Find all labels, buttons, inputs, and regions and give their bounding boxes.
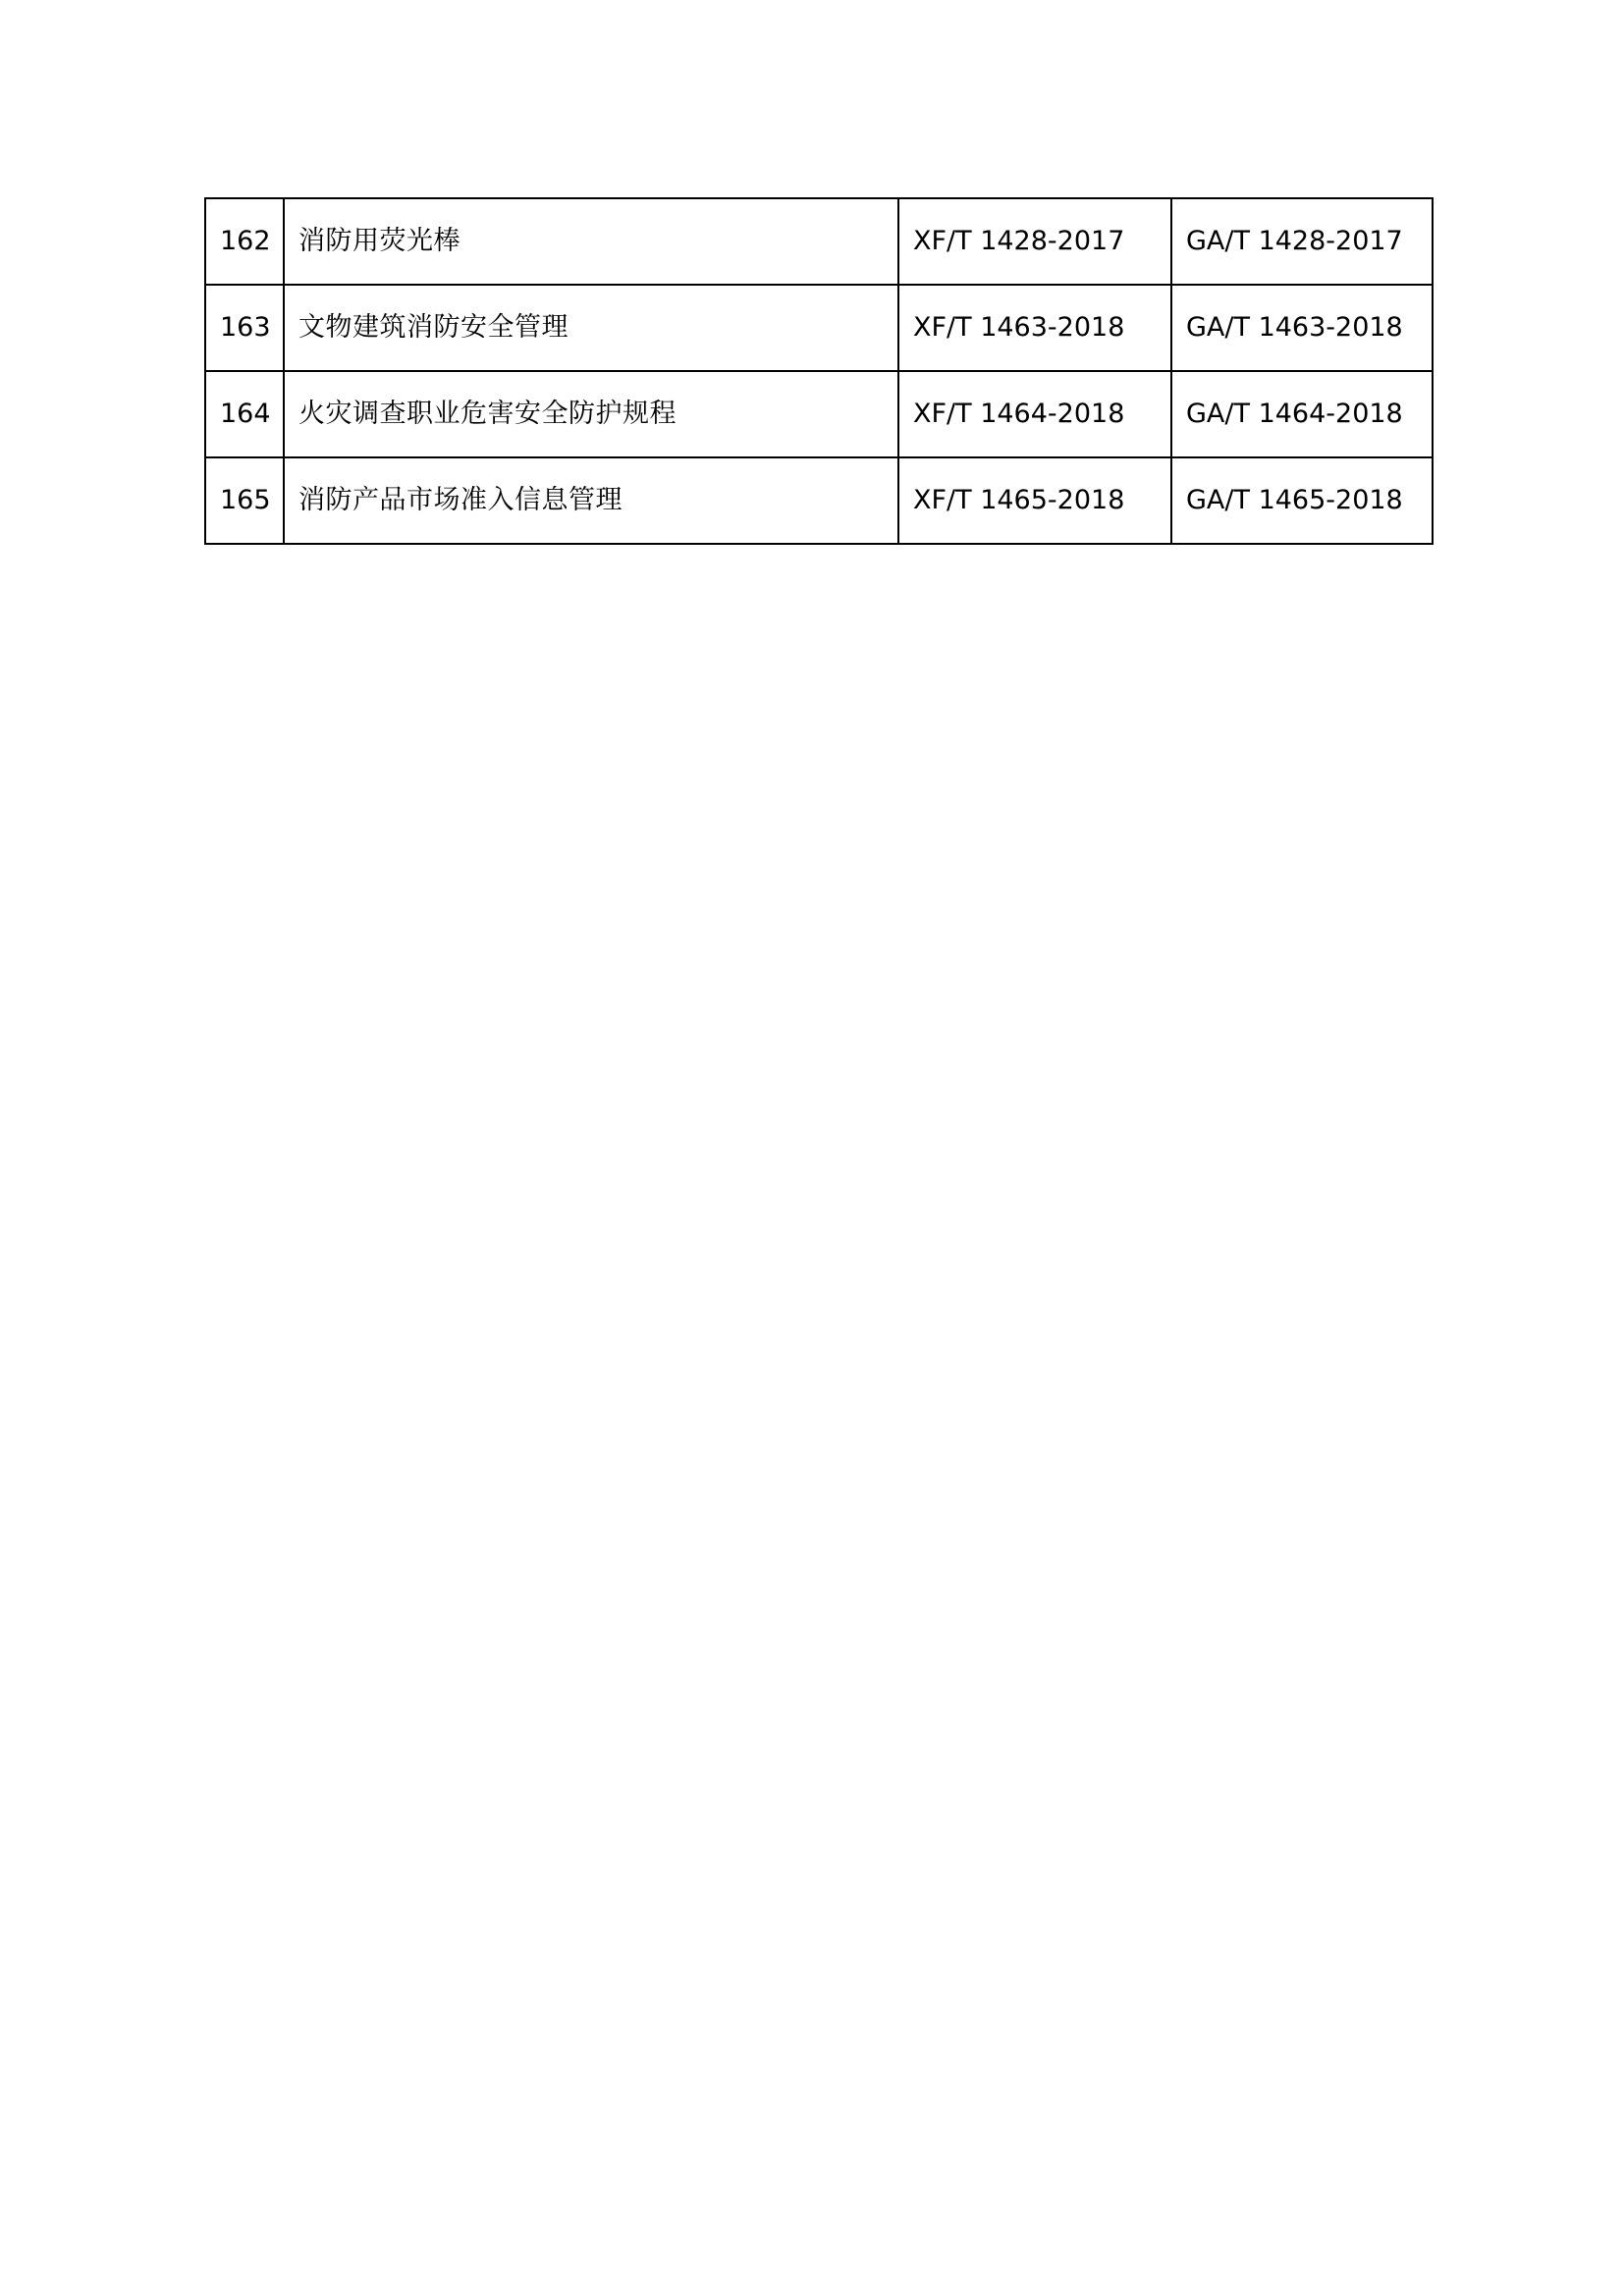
- standards-table: [204, 197, 1434, 545]
- ga-standard-code: GA/T 1463-2018: [1171, 285, 1433, 371]
- row-number: 164: [205, 371, 284, 457]
- table-row: [205, 198, 1433, 285]
- xf-standard-code: XF/T 1465-2018: [898, 457, 1171, 544]
- table-row: [205, 457, 1433, 544]
- table-row: [205, 371, 1433, 457]
- ga-standard-code: GA/T 1428-2017: [1171, 198, 1433, 285]
- row-number: 165: [205, 457, 284, 544]
- xf-standard-code: XF/T 1463-2018: [898, 285, 1171, 371]
- row-number: 163: [205, 285, 284, 371]
- standard-name: 消防产品市场准入信息管理: [284, 457, 898, 544]
- standard-name: 文物建筑消防安全管理: [284, 285, 898, 371]
- ga-standard-code: GA/T 1464-2018: [1171, 371, 1433, 457]
- xf-standard-code: XF/T 1428-2017: [898, 198, 1171, 285]
- ga-standard-code: GA/T 1465-2018: [1171, 457, 1433, 544]
- standard-name: 消防用荧光棒: [284, 198, 898, 285]
- row-number: 162: [205, 198, 284, 285]
- standard-name: 火灾调查职业危害安全防护规程: [284, 371, 898, 457]
- xf-standard-code: XF/T 1464-2018: [898, 371, 1171, 457]
- table-row: [205, 285, 1433, 371]
